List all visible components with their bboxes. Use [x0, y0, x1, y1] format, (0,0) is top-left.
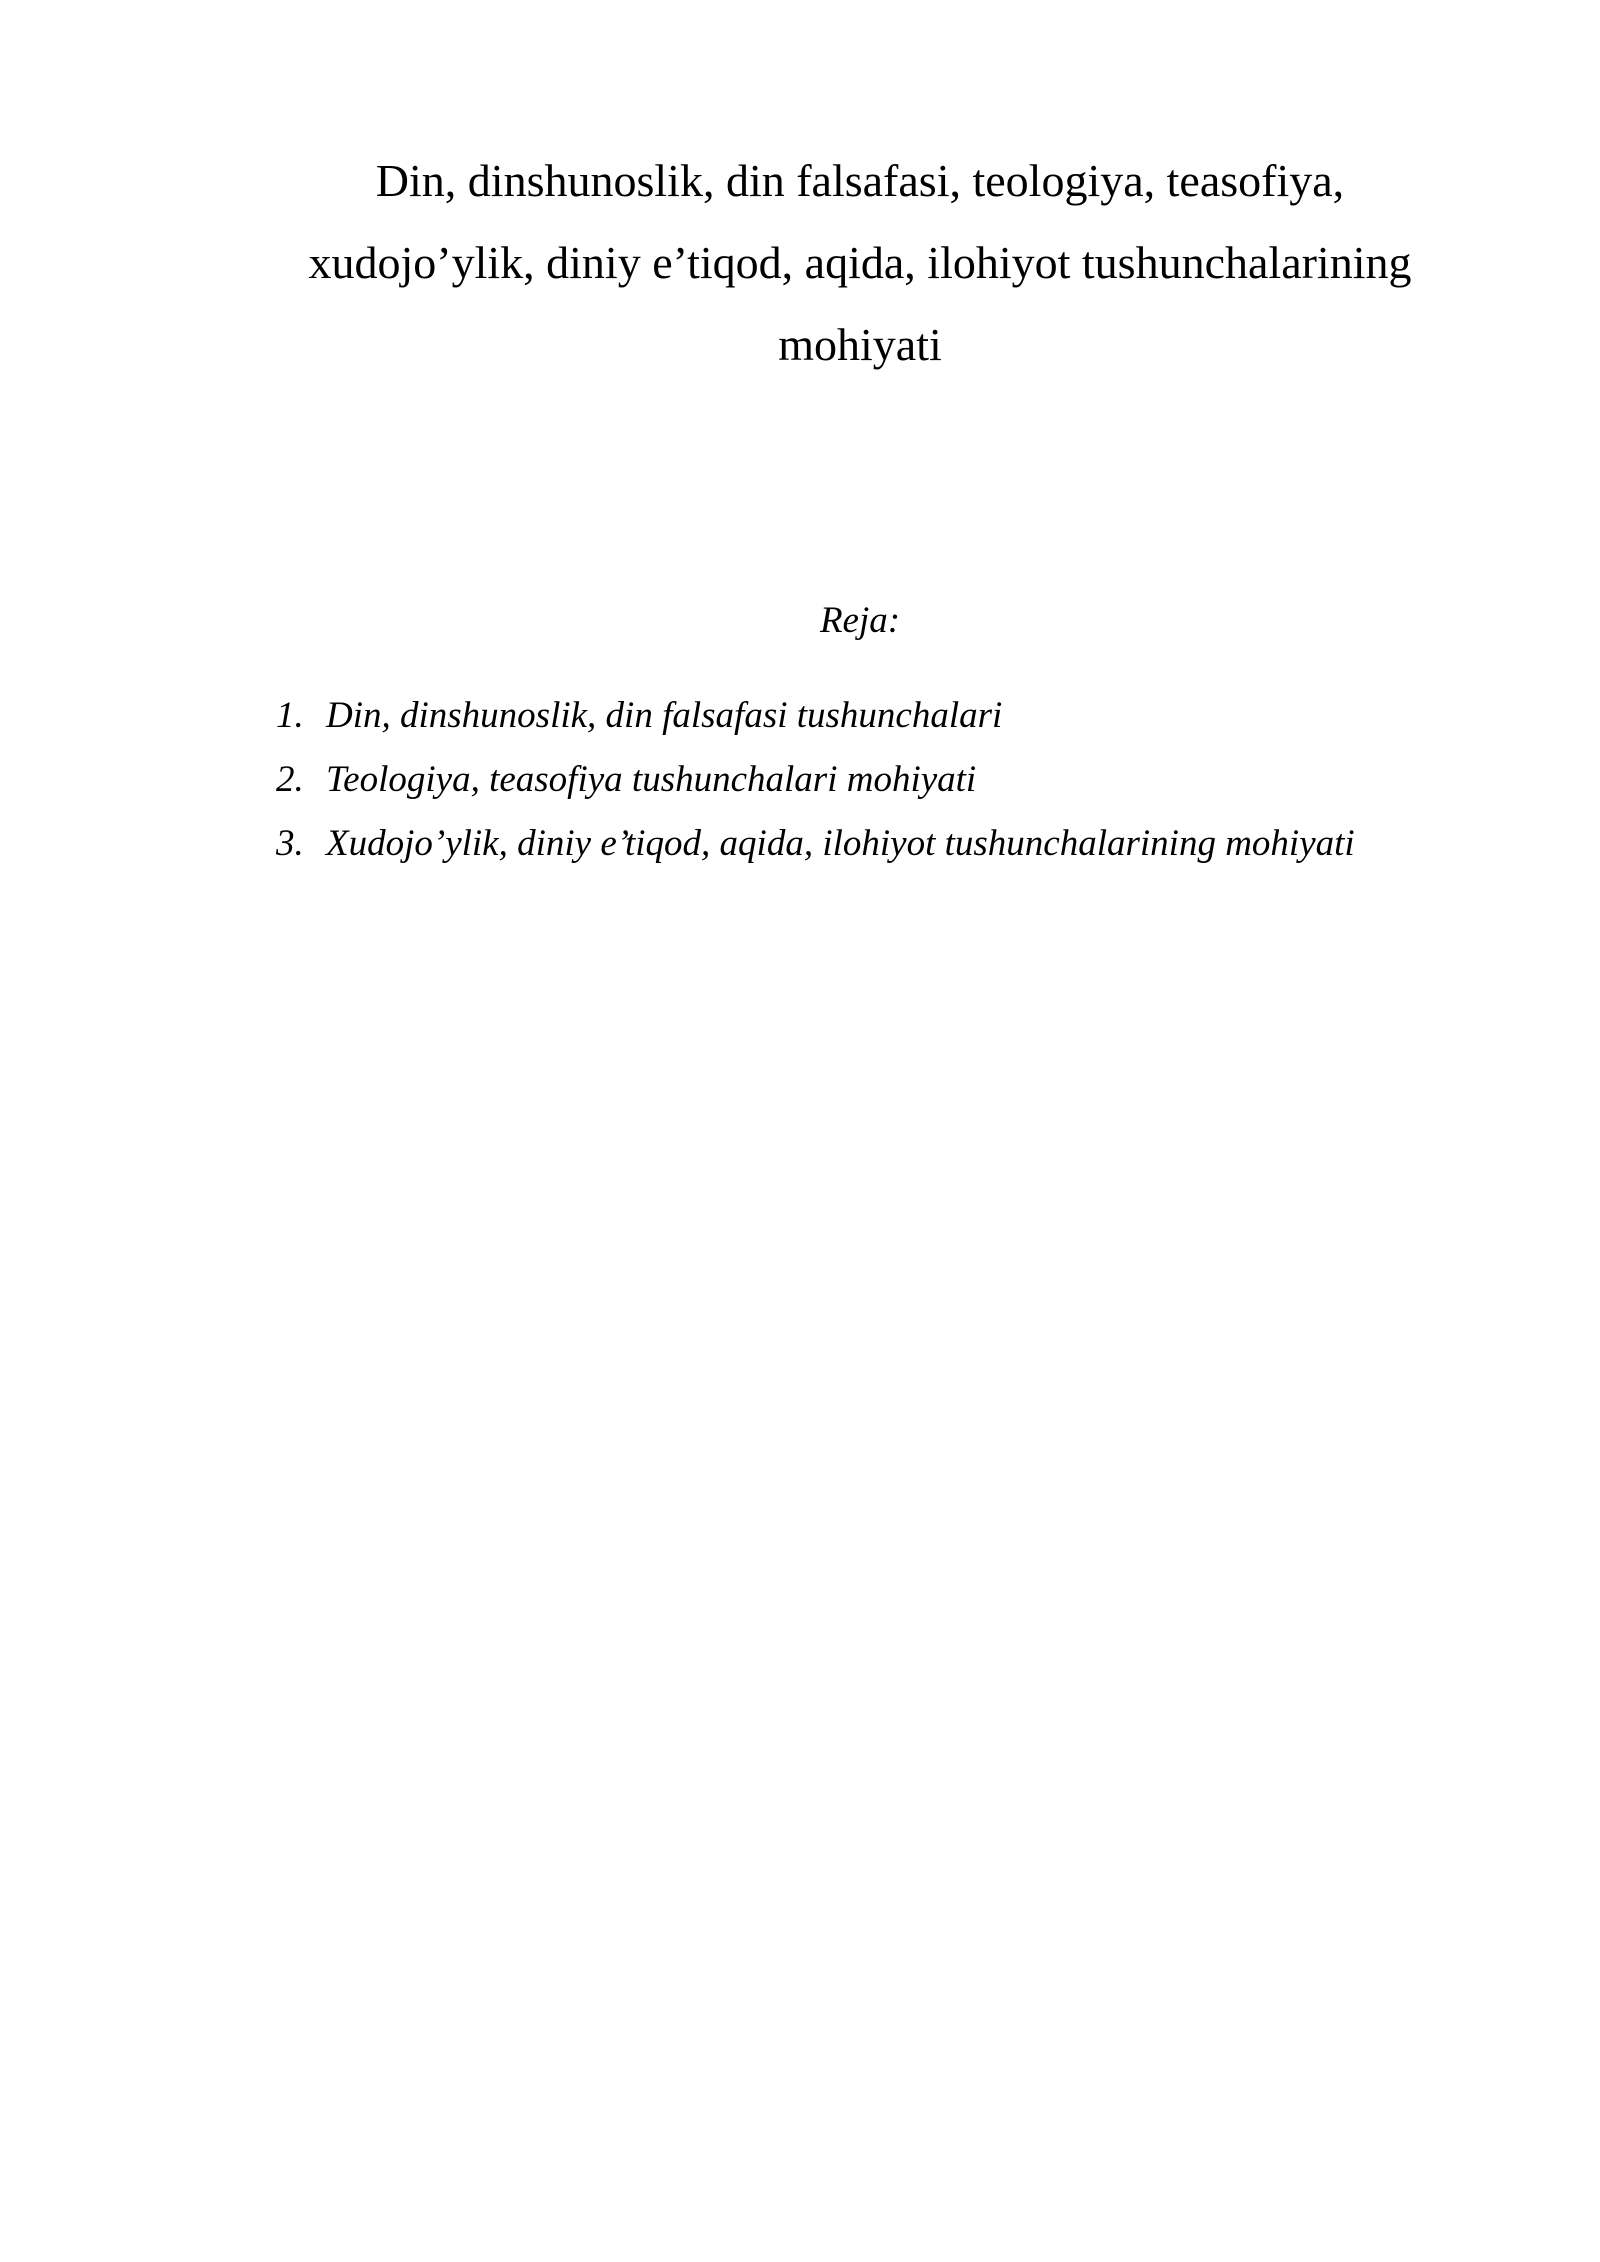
plan-heading: Reja:: [819, 600, 901, 641]
plan-item-number: 1.: [276, 695, 304, 736]
plan-item: [276, 812, 1355, 876]
document-title: [270, 140, 1450, 386]
plan-item-text: Din, dinshunoslik, din falsafasi tushunchalari: [326, 695, 1003, 736]
plan-item-number: 2.: [276, 759, 304, 800]
title-line: xudojo’ylik, diniy e’tiqod, aqida, ilohiyot tushunchalarining: [308, 237, 1412, 288]
plan-item: [276, 748, 1355, 812]
plan-item-text: Xudojo’ylik, diniy e’tiqod, aqida, ilohiyot tushunchalarining mohiyati: [326, 823, 1355, 864]
plan-item-number: 3.: [276, 823, 304, 864]
plan-item: [276, 684, 1355, 748]
title-line: mohiyati: [778, 319, 942, 370]
plan-list: [276, 684, 1355, 876]
title-line: Din, dinshunoslik, din falsafasi, teologiya, teasofiya,: [375, 155, 1345, 206]
plan-item-text: Teologiya, teasofiya tushunchalari mohiyati: [326, 759, 977, 800]
